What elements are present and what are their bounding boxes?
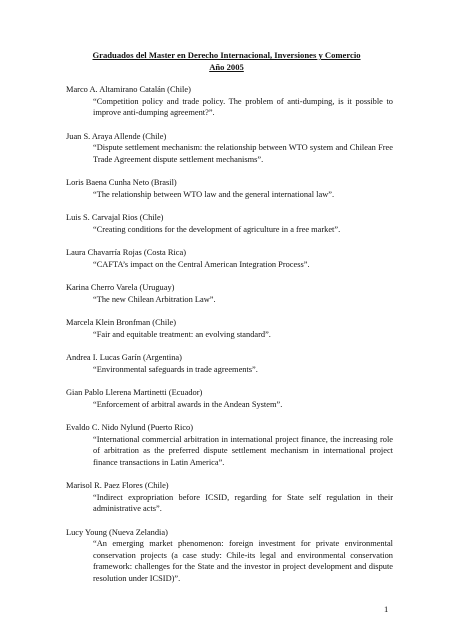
graduate-name: Loris Baena Cunha Neto (Brasil) <box>66 178 177 187</box>
thesis-title: “Dispute settlement mechanism: the relationship between WTO system and Chilean Free Trade Agreement dispute settlement mechanisms”. <box>93 143 393 164</box>
graduate-name: Marco A. Altamirano Catalán (Chile) <box>66 85 191 94</box>
graduate-entry <box>66 422 393 468</box>
thesis-title: “Environmental safeguards in trade agreements”. <box>93 364 258 374</box>
thesis-title: “Creating conditions for the development of agriculture in a free market”. <box>93 224 341 234</box>
graduate-name: Lucy Young (Nueva Zelandia) <box>66 527 168 537</box>
graduate-entry <box>66 317 393 340</box>
graduate-name: Laura Chavarría Rojas (Costa Rica) <box>66 248 186 257</box>
graduate-name: Juan S. Araya Allende (Chile) <box>66 131 167 141</box>
document-title: Graduados del Master en Derecho Internacional, Inversiones y Comercio <box>92 50 361 60</box>
thesis-title: “International commercial arbitration in international project finance, the increasing role of arbitration as the preferred dispute settlement mechanism in international project finance transactions in Latin America”. <box>93 434 393 467</box>
document-year: Año 2005 <box>209 62 244 72</box>
graduate-name: Evaldo C. Nido Nylund (Puerto Rico) <box>66 423 194 432</box>
graduate-entry <box>66 527 393 585</box>
graduate-entry <box>66 480 393 515</box>
graduate-name: Luis S. Carvajal Rios (Chile) <box>66 213 164 222</box>
graduate-entry <box>66 212 393 235</box>
graduate-name: Karina Cherro Varela (Uruguay) <box>66 283 175 292</box>
graduate-entry <box>66 131 393 166</box>
graduate-entry <box>66 247 393 270</box>
thesis-title: “Enforcement of arbitral awards in the Andean System”. <box>93 399 283 409</box>
graduate-entry <box>66 177 393 200</box>
thesis-title: “An emerging market phenomenon: foreign investment for private environmental conservation projects (a case study: Chile-its legal and environmental conservation framework: challenges for the State and the investor in project development and dispute resolution under ICSID)”. <box>93 539 393 583</box>
graduate-entry <box>66 282 393 305</box>
graduate-entry <box>66 387 393 410</box>
thesis-title: “CAFTA’s impact on the Central American Integration Process”. <box>93 259 310 269</box>
document-header <box>0 49 453 73</box>
graduate-name: Marcela Klein Bronfman (Chile) <box>66 318 176 327</box>
thesis-title: “Indirect expropriation before ICSID, regarding for State self regulation in their administrative acts”. <box>93 492 393 513</box>
graduate-entry <box>66 84 393 119</box>
thesis-title: “Competition policy and trade policy. The problem of anti-dumping, is it possible to improve anti-dumping agreement?”. <box>93 96 393 117</box>
graduate-entry <box>66 352 393 375</box>
graduate-name: Marisol R. Paez Flores (Chile) <box>66 481 169 490</box>
thesis-title: “Fair and equitable treatment: an evolving standard”. <box>93 329 271 339</box>
page-number: 1 <box>384 604 389 614</box>
graduate-list <box>66 84 393 596</box>
thesis-title: “The relationship between WTO law and the general international law”. <box>93 189 335 199</box>
thesis-title: “The new Chilean Arbitration Law”. <box>93 294 216 304</box>
graduate-name: Gian Pablo Llerena Martinetti (Ecuador) <box>66 388 203 397</box>
graduate-name: Andrea I. Lucas Garín (Argentina) <box>66 353 182 362</box>
